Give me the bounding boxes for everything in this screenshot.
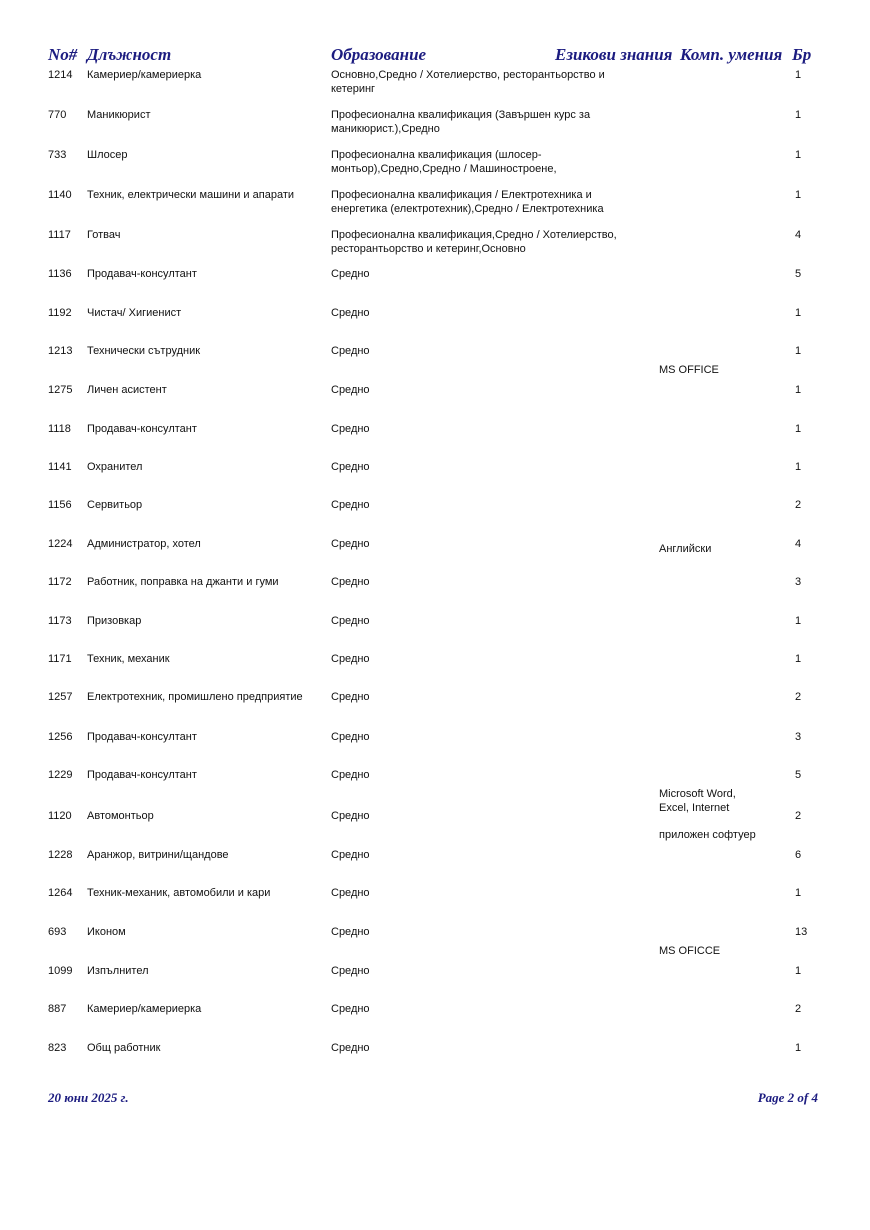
- job-count: 1: [795, 189, 802, 201]
- job-count: 1: [795, 461, 802, 473]
- computer-skills-note: приложен софтуер: [659, 829, 756, 841]
- job-count: 3: [795, 576, 802, 588]
- job-number: 1228: [48, 849, 73, 861]
- job-number: 693: [48, 926, 67, 938]
- job-number: 1099: [48, 965, 73, 977]
- job-count: 1: [795, 69, 802, 81]
- job-number: 1118: [48, 423, 71, 435]
- job-education: Средно: [331, 731, 370, 743]
- job-position: Маникюрист: [87, 109, 151, 121]
- job-count: 3: [795, 731, 802, 743]
- job-count: 1: [795, 345, 802, 357]
- job-position: Иконом: [87, 926, 126, 938]
- job-count: 5: [795, 769, 802, 781]
- job-education: Средно: [331, 691, 370, 703]
- header-education: Образование: [331, 45, 427, 64]
- job-education: Професионална квалификация,Средно / Хотелиерство, ресторантьорство и кетеринг,Основно: [331, 229, 617, 255]
- header-computer-skills: Комп. умения: [680, 45, 783, 64]
- job-position: Техник, електрически машини и апарати: [87, 189, 295, 201]
- job-number: 1213: [48, 345, 73, 357]
- job-number: 1140: [48, 189, 72, 201]
- job-number: 1224: [48, 538, 73, 550]
- job-number: 1256: [48, 731, 73, 743]
- job-position: Продавач-консултант: [87, 423, 197, 435]
- job-position: Администратор, хотел: [87, 538, 201, 550]
- computer-skills-note: MS OFICCE: [659, 945, 721, 957]
- job-position: Работник, поправка на джанти и гуми: [87, 576, 279, 588]
- job-number: 1120: [48, 810, 72, 822]
- job-number: 733: [48, 149, 67, 161]
- job-education: Професионална квалификация / Електротехника и енергетика (електротехник),Средно / Електротехника: [331, 189, 604, 215]
- job-education: Средно: [331, 384, 370, 396]
- job-education: Средно: [331, 653, 370, 665]
- job-count: 1: [795, 887, 802, 899]
- job-count: 1: [795, 307, 802, 319]
- job-education: Професионална квалификация (Завършен курс за маникюрист.),Средно: [331, 109, 591, 135]
- job-count: 1: [795, 965, 802, 977]
- job-education: Средно: [331, 1003, 370, 1015]
- job-number: 1173: [48, 615, 72, 627]
- job-position: Автомонтьор: [87, 810, 154, 822]
- header-position: Длъжност: [87, 45, 172, 64]
- job-position: Изпълнител: [87, 965, 149, 977]
- job-number: 1229: [48, 769, 73, 781]
- job-education: Средно: [331, 1042, 370, 1054]
- job-number: 1275: [48, 384, 73, 396]
- job-number: 1192: [48, 307, 72, 319]
- job-position: Продавач-консултант: [87, 731, 197, 743]
- job-position: Общ работник: [87, 1042, 161, 1054]
- computer-skills-note: MS OFFICE: [659, 364, 719, 376]
- job-number: 1264: [48, 887, 73, 899]
- job-count: 2: [795, 499, 802, 511]
- job-education: Средно: [331, 769, 370, 781]
- job-number: 1257: [48, 691, 73, 703]
- job-position: Камериер/камериерка: [87, 1003, 202, 1015]
- job-education: Средно: [331, 576, 370, 588]
- header-languages: Езикови знания: [555, 45, 673, 64]
- job-number: 1156: [48, 499, 72, 511]
- job-education: Средно: [331, 615, 370, 627]
- job-number: 887: [48, 1003, 67, 1015]
- job-number: 1141: [48, 461, 72, 473]
- job-position: Продавач-консултант: [87, 769, 197, 781]
- job-count: 2: [795, 1003, 802, 1015]
- job-position: Чистач/ Хигиенист: [87, 307, 182, 319]
- job-education: Средно: [331, 307, 370, 319]
- job-number: 823: [48, 1042, 67, 1054]
- job-education: Средно: [331, 423, 370, 435]
- job-education: Средно: [331, 849, 370, 861]
- job-position: Охранител: [87, 461, 143, 473]
- job-count: 13: [795, 926, 808, 938]
- job-count: 1: [795, 423, 802, 435]
- job-position: Продавач-консултант: [87, 268, 197, 280]
- job-number: 1214: [48, 69, 73, 81]
- job-position: Камериер/камериерка: [87, 69, 202, 81]
- job-count: 1: [795, 1042, 802, 1054]
- job-position: Личен асистент: [87, 384, 167, 396]
- job-education: Средно: [331, 887, 370, 899]
- job-number: 1172: [48, 576, 72, 588]
- job-education: Професионална квалификация (шлосер-монтьор),Средно,Средно / Машиностроене,: [331, 149, 557, 175]
- job-count: 2: [795, 810, 802, 822]
- job-education: Средно: [331, 810, 370, 822]
- footer-page-number: Page 2 of 4: [757, 1090, 818, 1105]
- job-count: 6: [795, 849, 802, 861]
- job-education: Основно,Средно / Хотелиерство, ресторантьорство и кетеринг: [331, 69, 605, 95]
- job-position: Техник-механик, автомобили и кари: [87, 887, 271, 899]
- job-education: Средно: [331, 345, 370, 357]
- job-education: Средно: [331, 461, 370, 473]
- job-education: Средно: [331, 268, 370, 280]
- job-education: Средно: [331, 538, 370, 550]
- job-number: 1171: [48, 653, 72, 665]
- job-position: Готвач: [87, 229, 121, 241]
- job-position: Призовкар: [87, 615, 142, 627]
- job-position: Сервитьор: [87, 499, 143, 511]
- job-count: 4: [795, 538, 802, 550]
- job-count: 1: [795, 149, 802, 161]
- job-position: Технически сътрудник: [87, 345, 201, 357]
- job-number: 1117: [48, 229, 71, 241]
- job-number: 1136: [48, 268, 72, 280]
- job-position: Техник, механик: [87, 653, 170, 665]
- computer-skills-note: Microsoft Word, Excel, Internet: [659, 788, 736, 814]
- job-count: 1: [795, 384, 802, 396]
- job-position: Електротехник, промишлено предприятие: [87, 691, 303, 703]
- job-education: Средно: [331, 965, 370, 977]
- job-position: Шлосер: [87, 149, 128, 161]
- job-count: 4: [795, 229, 802, 241]
- job-count: 1: [795, 615, 802, 627]
- job-count: 1: [795, 109, 802, 121]
- job-count: 1: [795, 653, 802, 665]
- header-no: No#: [48, 45, 78, 64]
- header-count: Бр: [792, 45, 812, 64]
- footer-date: 20 юни 2025 г.: [48, 1090, 129, 1105]
- job-education: Средно: [331, 926, 370, 938]
- job-position: Аранжор, витрини/щандове: [87, 849, 229, 861]
- job-number: 770: [48, 109, 67, 121]
- language-note: Английски: [659, 543, 712, 555]
- job-education: Средно: [331, 499, 370, 511]
- job-count: 2: [795, 691, 802, 703]
- job-count: 5: [795, 268, 802, 280]
